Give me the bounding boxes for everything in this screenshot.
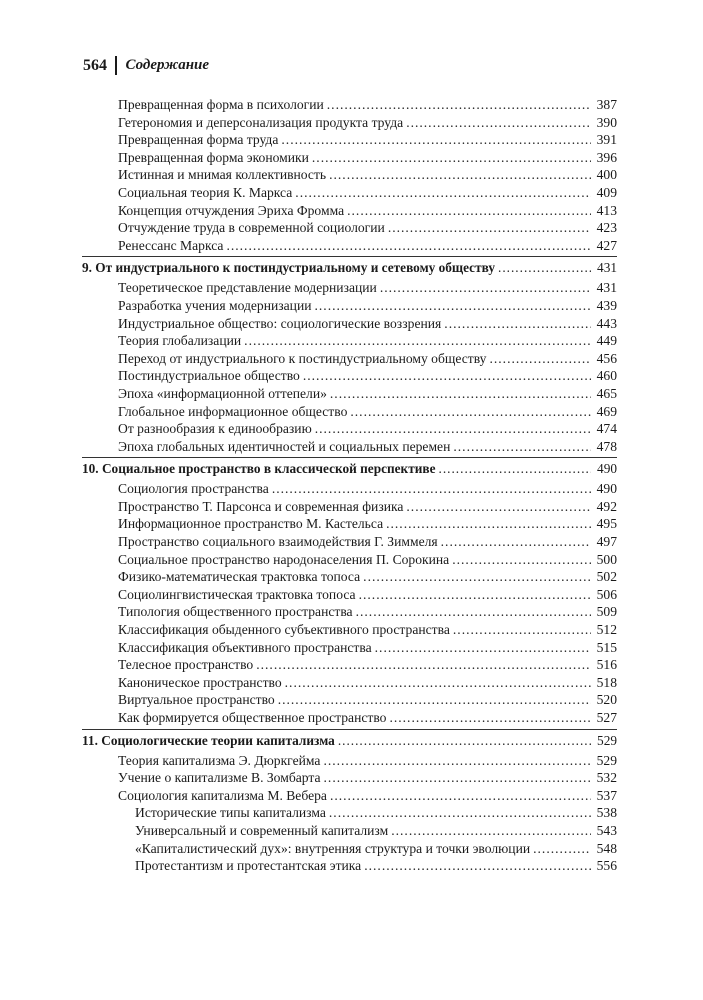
toc-entry-title: Типология общественного пространства — [118, 604, 353, 620]
toc-entry-page: 490 — [596, 481, 617, 497]
dot-leader — [406, 114, 591, 132]
toc-entry-page: 497 — [596, 534, 617, 550]
toc-entry-title: Протестантизм и протестантская этика — [135, 858, 362, 874]
toc-entry-page: 396 — [596, 149, 617, 165]
toc-entry — [82, 96, 617, 114]
toc-entry-page: 532 — [596, 770, 617, 786]
dot-leader — [329, 166, 591, 184]
toc-entry-title: Классификация обыденного субъективного пространства — [118, 622, 450, 638]
toc-entry-page: 456 — [596, 350, 617, 366]
toc-entry — [82, 332, 617, 350]
toc-entry — [82, 297, 617, 315]
toc-entry — [82, 480, 617, 498]
toc-entry-title: Гетерономия и деперсонализация продукта труда — [118, 114, 404, 130]
toc-entry-page: 439 — [596, 297, 617, 313]
toc-entry — [82, 656, 617, 674]
dot-leader — [315, 297, 592, 315]
toc-entry — [82, 184, 617, 202]
toc-entry-page: 492 — [596, 498, 617, 514]
toc-entry-title: Исторические типы капитализма — [135, 805, 326, 821]
toc-entry — [82, 639, 617, 657]
dot-leader — [389, 709, 591, 727]
toc-entry — [82, 219, 617, 237]
toc-entry-title: 9. От индустриального к постиндустриальному и сетевому обществу — [82, 260, 495, 276]
toc-entry — [82, 315, 617, 333]
toc-entry — [82, 279, 617, 297]
dot-leader — [330, 787, 591, 805]
dot-leader — [285, 674, 591, 692]
toc-entry — [82, 131, 617, 149]
dot-leader — [386, 515, 591, 533]
toc-entry — [82, 237, 617, 255]
toc-entry — [82, 420, 617, 438]
dot-leader — [452, 551, 591, 569]
toc-entry-page: 538 — [596, 805, 617, 821]
running-title: Содержание — [125, 57, 210, 73]
dot-leader — [323, 752, 591, 770]
dot-leader — [375, 639, 591, 657]
toc-entry-title: Пространство социального взаимодействия Г. Зиммеля — [118, 534, 438, 550]
toc-entry — [82, 691, 617, 709]
toc-entry-title: Пространство Т. Парсонса и современная физика — [118, 498, 404, 514]
toc-entry-page: 543 — [596, 822, 617, 838]
toc-chapter-entry — [82, 457, 617, 480]
dot-leader — [244, 332, 591, 350]
toc-entry-title: Каноническое пространство — [118, 674, 282, 690]
dot-leader — [364, 857, 591, 875]
toc-entry-title: 10. Социальное пространство в классической перспективе — [82, 461, 436, 477]
dot-leader — [439, 458, 592, 480]
toc-entry-title: Теория глобализации — [118, 333, 242, 349]
toc-entry-title: От разнообразия к единообразию — [118, 421, 312, 437]
toc-entry-page: 537 — [596, 787, 617, 803]
toc-entry — [82, 385, 617, 403]
toc-entry-page: 469 — [596, 403, 617, 419]
toc-entry-page: 391 — [596, 132, 617, 148]
toc-entry-title: Как формируется общественное пространство — [118, 710, 387, 725]
toc-chapter-entry — [82, 729, 617, 752]
dot-leader — [453, 621, 591, 639]
page-header — [83, 56, 209, 75]
dot-leader — [350, 403, 591, 421]
toc-entry-title: Переход от индустриального к постиндустриальному обществу — [118, 350, 487, 366]
toc-entry-page: 431 — [597, 260, 617, 276]
dot-leader — [272, 480, 591, 498]
toc-entry-title: Социология пространства — [118, 481, 269, 497]
toc-entry — [82, 350, 617, 368]
toc-entry-title: Социальная теория К. Маркса — [118, 184, 293, 200]
toc-entry-page: 390 — [596, 114, 617, 130]
toc-entry-page: 520 — [596, 692, 617, 708]
page-number: 564 — [83, 56, 107, 74]
toc-entry-page: 490 — [597, 461, 617, 477]
toc-entry-page: 413 — [596, 202, 617, 218]
toc-chapter-entry — [82, 256, 617, 279]
toc-entry-page: 529 — [596, 752, 617, 768]
toc-entry — [82, 621, 617, 639]
toc-entry — [82, 568, 617, 586]
toc-entry-page: 474 — [596, 421, 617, 437]
dot-leader — [489, 350, 591, 368]
toc-entry-title: Телесное пространство — [118, 657, 254, 673]
toc-entry-page: 400 — [596, 167, 617, 183]
dot-leader — [363, 568, 591, 586]
dot-leader — [324, 769, 591, 787]
toc-entry-page: 529 — [597, 732, 617, 748]
toc-entry — [82, 674, 617, 692]
dot-leader — [295, 184, 591, 202]
toc-entry-page: 518 — [596, 674, 617, 690]
toc-entry-title: Разработка учения модернизации — [118, 297, 312, 313]
dot-leader — [359, 586, 591, 604]
toc-entry-title: Превращенная форма в психологии — [118, 97, 324, 112]
toc-entry — [82, 202, 617, 220]
toc-entry-page: 478 — [596, 438, 617, 454]
toc-entry — [82, 769, 617, 787]
dot-leader — [356, 603, 591, 621]
toc-entry-page: 460 — [596, 368, 617, 384]
toc-entry — [82, 857, 617, 875]
toc-entry-title: Отчуждение труда в современной социологии — [118, 220, 385, 236]
dot-leader — [391, 822, 591, 840]
dot-leader — [315, 420, 591, 438]
dot-leader — [303, 367, 591, 385]
toc-entry-page: 516 — [596, 657, 617, 673]
toc-entry-page: 500 — [596, 551, 617, 567]
toc-entry-page: 449 — [596, 333, 617, 349]
toc-entry-page: 512 — [596, 622, 617, 638]
toc-entry-title: Социолингвистическая трактовка топоса — [118, 586, 356, 602]
toc-entry-title: Физико-математическая трактовка топоса — [118, 569, 361, 585]
toc-entry-page: 409 — [596, 184, 617, 200]
toc-entry-title: Истинная и мнимая коллективность — [118, 167, 327, 183]
dot-leader — [498, 257, 591, 279]
toc-entry — [82, 709, 617, 727]
toc-entry-page: 509 — [596, 604, 617, 620]
toc-entry-page: 502 — [596, 569, 617, 585]
header-divider — [115, 56, 117, 75]
dot-leader — [226, 237, 591, 255]
toc-entry-title: «Капиталистический дух»: внутренняя структура и точки эволюции — [135, 840, 531, 856]
dot-leader — [444, 315, 591, 333]
toc-entry-title: Учение о капитализме В. Зомбарта — [118, 770, 321, 786]
toc-entry — [82, 367, 617, 385]
table-of-contents — [82, 96, 617, 875]
dot-leader — [338, 730, 591, 752]
toc-entry — [82, 149, 617, 167]
dot-leader — [278, 691, 591, 709]
toc-entry-title: Универсальный и современный капитализм — [135, 822, 389, 838]
toc-entry-page: 427 — [596, 237, 617, 253]
dot-leader — [380, 279, 591, 297]
dot-leader — [347, 202, 591, 220]
toc-entry-page: 515 — [596, 639, 617, 655]
toc-entry-title: Глобальное информационное общество — [118, 403, 348, 419]
toc-entry — [82, 804, 617, 822]
dot-leader — [533, 840, 591, 858]
toc-entry — [82, 603, 617, 621]
toc-entry — [82, 551, 617, 569]
toc-entry — [82, 840, 617, 858]
toc-entry — [82, 403, 617, 421]
toc-entry-page: 431 — [596, 280, 617, 296]
dot-leader — [406, 498, 591, 516]
toc-entry — [82, 498, 617, 516]
toc-entry-title: Теория капитализма Э. Дюркгейма — [118, 752, 321, 768]
toc-entry-page: 548 — [596, 840, 617, 856]
toc-entry-page: 443 — [596, 315, 617, 331]
dot-leader — [388, 219, 591, 237]
toc-entry-page: 527 — [596, 710, 617, 725]
toc-entry-page: 387 — [596, 97, 617, 112]
toc-entry-title: Превращенная форма экономики — [118, 149, 309, 165]
dot-leader — [330, 385, 591, 403]
toc-entry-title: Превращенная форма труда — [118, 132, 279, 148]
toc-entry-title: Эпоха «информационной оттепели» — [118, 385, 327, 401]
toc-entry-title: Индустриальное общество: социологические воззрения — [118, 315, 442, 331]
toc-entry-title: Социальное пространство народонаселения П. Сорокина — [118, 551, 450, 567]
toc-entry-title: Социология капитализма М. Вебера — [118, 787, 327, 803]
toc-entry — [82, 438, 617, 456]
toc-entry-page: 465 — [596, 385, 617, 401]
toc-entry-title: Виртуальное пространство — [118, 692, 275, 708]
toc-entry-title: Теоретическое представление модернизации — [118, 280, 377, 296]
dot-leader — [312, 149, 591, 167]
dot-leader — [453, 438, 591, 456]
toc-entry-title: Концепция отчуждения Эриха Фромма — [118, 202, 345, 218]
toc-entry-page: 506 — [596, 586, 617, 602]
toc-entry — [82, 787, 617, 805]
toc-entry-page: 423 — [596, 220, 617, 236]
toc-entry-page: 495 — [596, 516, 617, 532]
toc-entry — [82, 515, 617, 533]
dot-leader — [327, 96, 591, 114]
toc-entry-page: 556 — [596, 858, 617, 874]
toc-entry — [82, 114, 617, 132]
toc-entry-title: 11. Социологические теории капитализма — [82, 732, 335, 748]
toc-entry-title: Эпоха глобальных идентичностей и социальных перемен — [118, 438, 451, 454]
toc-entry-title: Ренессанс Маркса — [118, 237, 224, 253]
dot-leader — [441, 533, 591, 551]
toc-entry — [82, 166, 617, 184]
toc-entry — [82, 586, 617, 604]
dot-leader — [256, 656, 591, 674]
dot-leader — [329, 804, 591, 822]
toc-entry-title: Информационное пространство М. Кастельса — [118, 516, 384, 532]
toc-entry — [82, 533, 617, 551]
toc-entry — [82, 752, 617, 770]
toc-entry — [82, 822, 617, 840]
toc-entry-title: Постиндустриальное общество — [118, 368, 300, 384]
dot-leader — [281, 131, 591, 149]
toc-entry-title: Классификация объективного пространства — [118, 639, 372, 655]
